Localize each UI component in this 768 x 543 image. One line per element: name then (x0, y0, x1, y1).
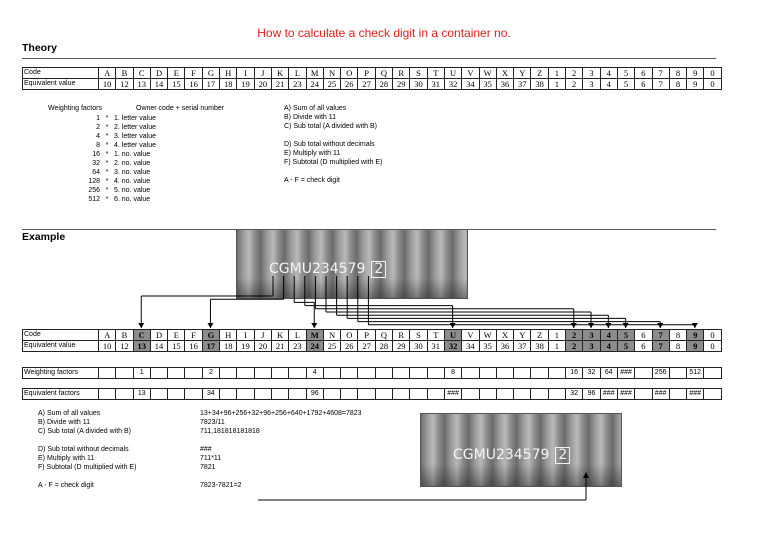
code-cell: L (289, 68, 306, 79)
step-d: D) Sub total without decimals (284, 141, 375, 148)
code-cell: 4 (600, 330, 617, 341)
code-cell: B (116, 68, 133, 79)
value-cell: 5 (617, 341, 634, 352)
equivalent-factor-cell: 96 (306, 389, 323, 400)
value-cell: 30 (410, 79, 427, 90)
value-cell: 21 (271, 341, 288, 352)
code-cell: I (237, 330, 254, 341)
step-a: A) Sum of all values (284, 105, 347, 112)
value-cell: 6 (635, 79, 652, 90)
code-cell: 9 (687, 330, 704, 341)
code-cell: Z (531, 330, 548, 341)
container-check-digit: 2 (555, 447, 570, 464)
code-cell: 5 (617, 330, 634, 341)
factor-description: 4. letter value (114, 142, 157, 149)
value-cell: 14 (150, 79, 167, 90)
value-cell: 25 (323, 79, 340, 90)
factor-description: 5. no. value (114, 187, 151, 194)
code-cell: E (168, 68, 185, 79)
code-cell: L (289, 330, 306, 341)
container-number: CGMU234579 (453, 447, 550, 463)
owner-code-label: Owner code + serial number (136, 105, 225, 112)
code-cell: M (306, 330, 323, 341)
value-cell: 26 (341, 341, 358, 352)
value-cell: 29 (393, 79, 410, 90)
value-cell: 32 (444, 79, 461, 90)
value-cell: 36 (496, 79, 513, 90)
multiply-sign: * (105, 142, 109, 149)
code-cell: C (133, 68, 150, 79)
factor-value: 256 (88, 187, 100, 194)
value-cell: 4 (600, 341, 617, 352)
result-a: 13+34+96+256+32+96+256+640+1792+4608=7823 (200, 410, 362, 417)
factor-value: 512 (88, 196, 100, 203)
multiply-sign: * (105, 124, 109, 131)
value-cell: 16 (185, 79, 202, 90)
step-g: A - F = check digit (284, 177, 340, 184)
code-cell: 7 (652, 68, 669, 79)
factor-value: 64 (92, 169, 100, 176)
code-cell: G (202, 330, 219, 341)
value-cell: 18 (220, 341, 237, 352)
weighting-factor-cell: 32 (583, 368, 600, 379)
value-cell: 24 (306, 79, 323, 90)
row-label-equivalent: Equivalent value (23, 79, 99, 90)
code-cell: C (133, 330, 150, 341)
code-cell: 9 (687, 68, 704, 79)
code-cell: P (358, 330, 375, 341)
factor-value: 16 (92, 151, 100, 158)
factor-description: 2. no. value (114, 160, 151, 167)
value-cell: 35 (479, 341, 496, 352)
value-cell: 35 (479, 79, 496, 90)
weighting-factor-cell: ### (617, 368, 634, 379)
page-title: How to calculate a check digit in a container no. (257, 26, 511, 40)
weighting-factors-label: Weighting factors (48, 105, 102, 112)
weighting-factor-cell: 2 (202, 368, 219, 379)
factor-description: 1. no. value (114, 151, 151, 158)
example-step-f: F) Subtotal (D multiplied with E) (38, 464, 137, 471)
code-cell: R (393, 330, 410, 341)
value-cell: 20 (254, 341, 271, 352)
code-cell: B (116, 330, 133, 341)
code-cell: H (220, 68, 237, 79)
value-cell: 27 (358, 341, 375, 352)
value-cell: 19 (237, 341, 254, 352)
value-cell: 37 (514, 79, 531, 90)
value-cell: 36 (496, 341, 513, 352)
multiply-sign: * (105, 160, 109, 167)
value-cell: 32 (444, 341, 461, 352)
result-b: 7823/11 (200, 419, 225, 426)
example-step-b: B) Divide with 11 (38, 419, 91, 426)
weighting-factor-cell: 8 (444, 368, 461, 379)
code-cell: E (168, 330, 185, 341)
row-label-code: Code (23, 330, 99, 341)
code-cell: Y (514, 68, 531, 79)
weighting-factor-cell: 256 (652, 368, 669, 379)
factor-description: 3. letter value (114, 133, 157, 140)
code-cell: N (323, 330, 340, 341)
value-cell: 7 (652, 341, 669, 352)
value-cell: 17 (202, 79, 219, 90)
value-cell: 24 (306, 341, 323, 352)
code-cell: 4 (600, 68, 617, 79)
code-cell: A (99, 68, 116, 79)
value-cell: 23 (289, 341, 306, 352)
value-cell: 23 (289, 79, 306, 90)
code-cell: X (496, 330, 513, 341)
value-cell: 13 (133, 341, 150, 352)
weighting-factor-cell: 16 (566, 368, 583, 379)
factor-description: 1. letter value (114, 115, 157, 122)
factor-value: 128 (88, 178, 100, 185)
value-cell: 13 (133, 79, 150, 90)
value-cell: 10 (99, 79, 116, 90)
value-cell: 31 (427, 341, 444, 352)
value-cell: 31 (427, 79, 444, 90)
code-cell: 3 (583, 68, 600, 79)
value-cell: 28 (375, 341, 392, 352)
factor-description: 3. no. value (114, 169, 151, 176)
multiply-sign: * (105, 151, 109, 158)
result-g: 7823-7821=2 (200, 482, 242, 489)
value-cell: 15 (168, 79, 185, 90)
example-step-a: A) Sum of all values (38, 410, 101, 417)
code-cell: S (410, 330, 427, 341)
weighting-factor-cell: 4 (306, 368, 323, 379)
factor-description: 2. letter value (114, 124, 157, 131)
value-cell: 27 (358, 79, 375, 90)
value-cell: 20 (254, 79, 271, 90)
code-cell: Q (375, 68, 392, 79)
equivalent-factor-cell: ### (600, 389, 617, 400)
weighting-factor-cell: 1 (133, 368, 150, 379)
example-step-d: D) Sub total without decimals (38, 446, 129, 453)
factor-value: 8 (96, 142, 100, 149)
value-cell: 37 (514, 341, 531, 352)
value-cell: 8 (669, 341, 686, 352)
code-cell: 3 (583, 330, 600, 341)
code-cell: 2 (566, 330, 583, 341)
factor-value: 32 (92, 160, 100, 167)
equivalent-factor-cell: ### (444, 389, 461, 400)
code-cell: K (271, 330, 288, 341)
example-heading: Example (22, 231, 66, 243)
code-cell: V (462, 330, 479, 341)
code-cell: I (237, 68, 254, 79)
equivalent-factor-cell: 96 (583, 389, 600, 400)
value-cell: 34 (462, 79, 479, 90)
multiply-sign: * (105, 178, 109, 185)
code-cell: 0 (704, 330, 721, 341)
factor-value: 4 (96, 133, 100, 140)
code-cell: G (202, 68, 219, 79)
code-cell: F (185, 330, 202, 341)
value-cell: 25 (323, 341, 340, 352)
code-cell: T (427, 330, 444, 341)
equivalent-factor-cell: 32 (566, 389, 583, 400)
value-cell: 15 (168, 341, 185, 352)
code-cell: J (254, 330, 271, 341)
value-cell: 12 (116, 341, 133, 352)
value-cell: 2 (566, 79, 583, 90)
factor-value: 2 (96, 124, 100, 131)
code-cell: 8 (669, 68, 686, 79)
code-cell: 0 (704, 68, 721, 79)
code-cell: R (393, 68, 410, 79)
code-cell: Y (514, 330, 531, 341)
code-cell: Q (375, 330, 392, 341)
code-cell: J (254, 68, 271, 79)
weighting-factor-cell: 64 (600, 368, 617, 379)
multiply-sign: * (105, 169, 109, 176)
code-cell: 2 (566, 68, 583, 79)
container-number: CGMU234579 (269, 261, 366, 277)
code-cell: K (271, 68, 288, 79)
example-step-e: E) Multiply with 11 (38, 455, 95, 462)
equivalent-factor-label: Equivalent factors (23, 389, 99, 400)
value-cell: 4 (600, 79, 617, 90)
arrow-head (583, 472, 589, 478)
value-cell: 14 (150, 341, 167, 352)
code-cell: D (150, 68, 167, 79)
factor-value: 1 (96, 115, 100, 122)
result-e: 711*11 (200, 455, 222, 462)
code-cell: T (427, 68, 444, 79)
value-cell: 10 (99, 341, 116, 352)
example-step-c: C) Sub total (A divided with B) (38, 428, 131, 435)
weighting-factor-label: Weighting factors (23, 368, 99, 379)
value-cell: 17 (202, 341, 219, 352)
code-cell: 1 (548, 68, 565, 79)
value-cell: 18 (220, 79, 237, 90)
example-step-g: A - F = check digit (38, 482, 94, 489)
code-cell: S (410, 68, 427, 79)
code-cell: P (358, 68, 375, 79)
value-cell: 0 (704, 341, 721, 352)
code-cell: N (323, 68, 340, 79)
code-cell: H (220, 330, 237, 341)
weighting-factor-cell: 512 (687, 368, 704, 379)
theory-heading: Theory (22, 42, 58, 54)
result-c: 711,181818181818 (200, 428, 260, 435)
value-cell: 12 (116, 79, 133, 90)
container-check-digit: 2 (371, 261, 386, 278)
value-cell: 21 (271, 79, 288, 90)
step-e: E) Multiply with 11 (284, 150, 341, 157)
equivalent-factor-cell: ### (617, 389, 634, 400)
value-cell: 3 (583, 341, 600, 352)
step-b: B) Divide with 11 (284, 114, 337, 121)
value-cell: 6 (635, 341, 652, 352)
value-cell: 30 (410, 341, 427, 352)
multiply-sign: * (105, 187, 109, 194)
step-c: C) Sub total (A divided with B) (284, 123, 377, 130)
code-cell: A (99, 330, 116, 341)
multiply-sign: * (105, 196, 109, 203)
equivalent-factor-cell: ### (652, 389, 669, 400)
multiply-sign: * (105, 133, 109, 140)
code-cell: W (479, 68, 496, 79)
value-cell: 26 (341, 79, 358, 90)
code-cell: 6 (635, 68, 652, 79)
value-cell: 0 (704, 79, 721, 90)
row-label-code: Code (23, 68, 99, 79)
code-cell: Z (531, 68, 548, 79)
code-cell: 8 (669, 330, 686, 341)
code-cell: D (150, 330, 167, 341)
result-d: ### (200, 446, 212, 453)
code-cell: U (444, 330, 461, 341)
equivalent-factor-cell: 13 (133, 389, 150, 400)
code-cell: M (306, 68, 323, 79)
value-cell: 9 (687, 79, 704, 90)
value-cell: 2 (566, 341, 583, 352)
code-cell: W (479, 330, 496, 341)
factor-description: 6. no. value (114, 196, 151, 203)
value-cell: 5 (617, 79, 634, 90)
value-cell: 16 (185, 341, 202, 352)
factor-description: 4. no. value (114, 178, 151, 185)
equivalent-factor-cell: ### (687, 389, 704, 400)
value-cell: 1 (548, 341, 565, 352)
value-cell: 29 (393, 341, 410, 352)
value-cell: 34 (462, 341, 479, 352)
value-cell: 38 (531, 341, 548, 352)
row-label-equivalent: Equivalent value (23, 341, 99, 352)
code-cell: O (341, 330, 358, 341)
step-f: F) Subtotal (D multiplied with E) (284, 159, 383, 166)
code-cell: 6 (635, 330, 652, 341)
value-cell: 8 (669, 79, 686, 90)
code-cell: 1 (548, 330, 565, 341)
code-cell: U (444, 68, 461, 79)
value-cell: 19 (237, 79, 254, 90)
value-cell: 1 (548, 79, 565, 90)
value-cell: 3 (583, 79, 600, 90)
value-cell: 7 (652, 79, 669, 90)
code-cell: F (185, 68, 202, 79)
code-cell: 5 (617, 68, 634, 79)
code-cell: V (462, 68, 479, 79)
code-cell: 7 (652, 330, 669, 341)
equivalent-factor-cell: 34 (202, 389, 219, 400)
multiply-sign: * (105, 115, 109, 122)
code-cell: O (341, 68, 358, 79)
code-cell: X (496, 68, 513, 79)
value-cell: 38 (531, 79, 548, 90)
value-cell: 28 (375, 79, 392, 90)
value-cell: 9 (687, 341, 704, 352)
result-f: 7821 (200, 464, 216, 471)
